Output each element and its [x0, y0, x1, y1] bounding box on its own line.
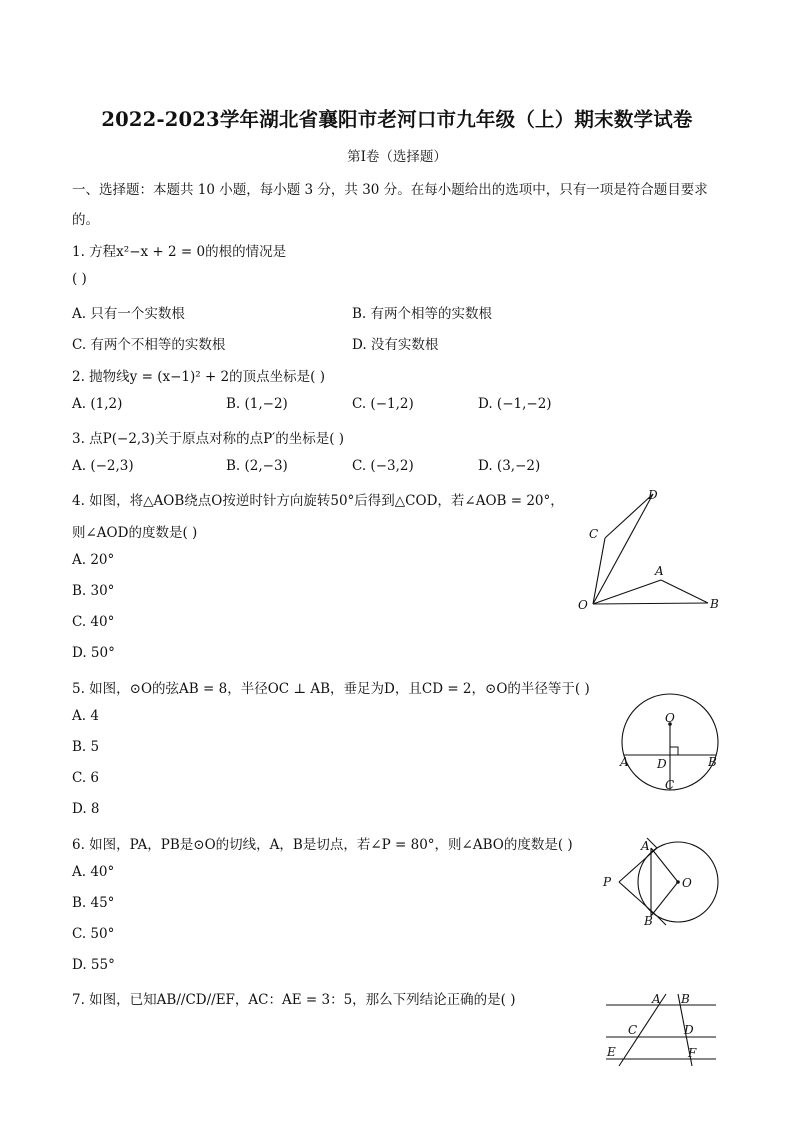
question-3-option-c: C. (−3,2) — [352, 458, 414, 474]
question-5-figure — [610, 680, 740, 798]
figure-label-C: C — [628, 1023, 638, 1037]
question-7-stem: 7. 如图，已知AB//CD//EF，AC：AE = 3：5，那么下列结论正确的是( ) — [72, 992, 516, 1008]
question-2-option-b: B. (1,−2) — [226, 396, 288, 412]
question-5-option-c: C. 6 — [72, 770, 100, 786]
section-heading: 一、选择题：本题共 10 小题，每小题 3 分，共 30 分。在每小题给出的选项中，只有一项是符合题目要求 — [72, 182, 708, 198]
figure-label-D: D — [648, 488, 658, 502]
figure-label-P: P — [603, 875, 612, 889]
question-1-blank: ( ) — [72, 271, 87, 287]
question-4-stem-cont: 则∠AOD的度数是( ) — [72, 525, 198, 541]
figure-label-O: O — [682, 876, 692, 890]
page-title: 2022-2023学年湖北省襄阳市老河口市九年级（上）期末数学试卷 — [101, 108, 693, 131]
question-4-option-a: A. 20° — [72, 552, 115, 568]
figure-label-D: D — [684, 1023, 694, 1037]
figure-label-C: C — [665, 778, 675, 792]
question-2-option-a: A. (1,2) — [72, 396, 123, 412]
question-5-option-a: A. 4 — [72, 708, 99, 724]
figure-label-B: B — [644, 914, 653, 928]
question-6-option-b: B. 45° — [72, 895, 115, 911]
figure-label-B: B — [708, 755, 717, 769]
figure-label-A: A — [655, 564, 664, 578]
question-6-option-a: A. 40° — [72, 864, 115, 880]
question-1-option-b: B. 有两个相等的实数根 — [352, 306, 493, 322]
figure-label-B: B — [681, 992, 690, 1006]
question-1-option-c: C. 有两个不相等的实数根 — [72, 337, 226, 353]
question-5-option-d: D. 8 — [72, 801, 100, 817]
figure-label-A: A — [641, 839, 650, 853]
question-4-figure — [570, 482, 730, 617]
question-3-stem: 3. 点P(−2,3)关于原点对称的点P′的坐标是( ) — [72, 431, 345, 447]
question-1-option-a: A. 只有一个实数根 — [72, 306, 185, 322]
question-6-option-d: D. 55° — [72, 957, 115, 973]
question-4-option-b: B. 30° — [72, 583, 115, 599]
figure-label-B: B — [710, 597, 719, 611]
question-4-option-d: D. 50° — [72, 645, 115, 661]
question-1-stem: 1. 方程x²−x + 2 = 0的根的情况是 — [72, 244, 287, 260]
question-2-option-d: D. (−1,−2) — [478, 396, 552, 412]
section-subtitle: 第Ⅰ卷（选择题） — [347, 149, 447, 165]
question-3-option-a: A. (−2,3) — [72, 458, 134, 474]
question-6-option-c: C. 50° — [72, 926, 115, 942]
question-6-figure — [595, 832, 730, 932]
figure-label-A: A — [652, 992, 661, 1006]
figure-label-O: O — [665, 711, 675, 725]
question-4-stem: 4. 如图，将△AOB绕点O按逆时针方向旋转50°后得到△COD，若∠AOB = 20°， — [72, 493, 564, 509]
question-7-figure — [598, 988, 723, 1068]
figure-label-E: E — [607, 1045, 616, 1059]
figure-label-D: D — [657, 757, 667, 771]
question-1-option-d: D. 没有实数根 — [352, 337, 439, 353]
section-heading-cont: 的。 — [72, 212, 99, 228]
question-3-option-b: B. (2,−3) — [226, 458, 288, 474]
question-6-stem: 6. 如图，PA，PB是⊙O的切线，A，B是切点，若∠P = 80°，则∠ABO的度数是( ) — [72, 837, 573, 853]
question-2-option-c: C. (−1,2) — [352, 396, 414, 412]
question-5-stem: 5. 如图，⊙O的弦AB = 8，半径OC ⊥ AB，垂足为D，且CD = 2，⊙O的半径等于( ) — [72, 681, 590, 697]
figure-label-C: C — [589, 527, 599, 541]
question-5-option-b: B. 5 — [72, 739, 100, 755]
question-4-option-c: C. 40° — [72, 614, 115, 630]
figure-label-O: O — [578, 598, 588, 612]
question-3-option-d: D. (3,−2) — [478, 458, 541, 474]
question-2-stem: 2. 抛物线y = (x−1)² + 2的顶点坐标是( ) — [72, 369, 325, 385]
figure-label-A: A — [620, 755, 629, 769]
figure-label-F: F — [688, 1046, 697, 1060]
